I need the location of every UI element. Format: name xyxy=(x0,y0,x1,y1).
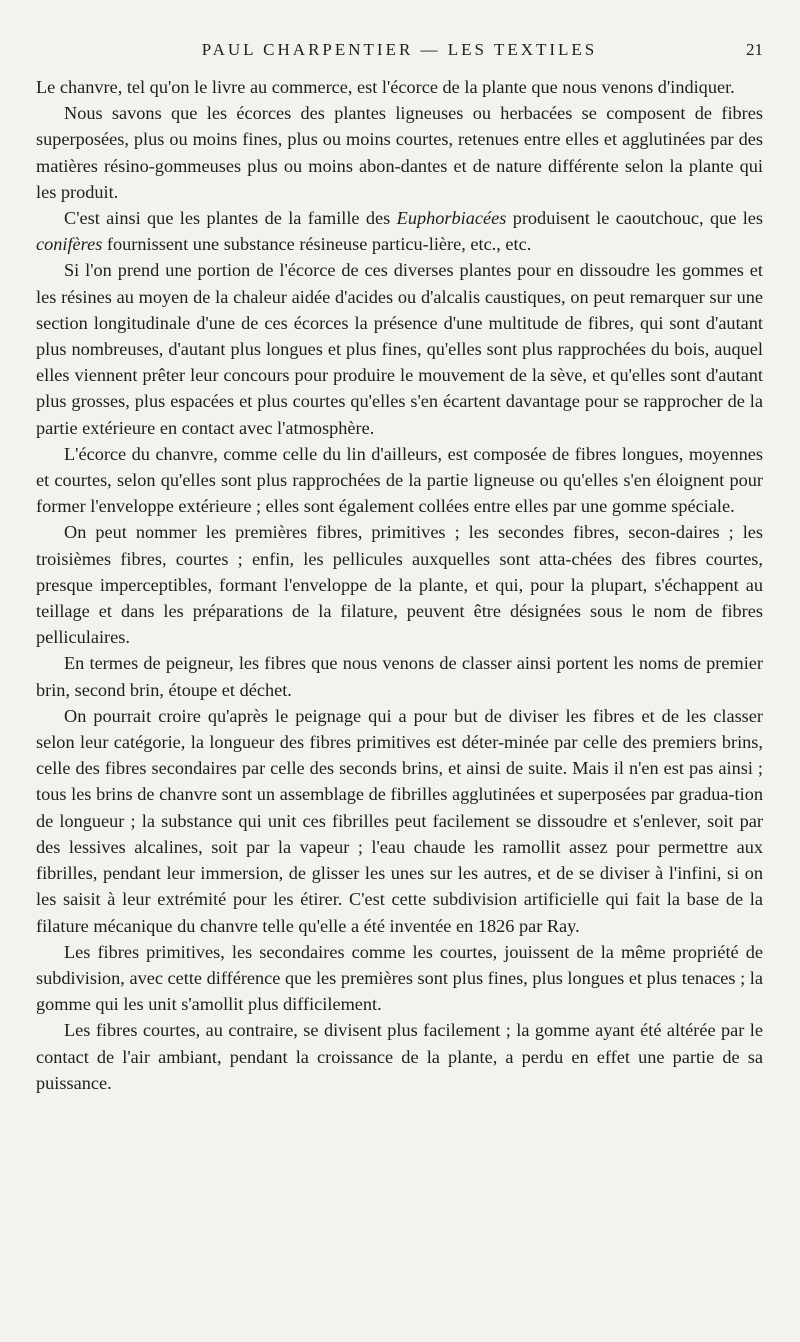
body-text xyxy=(36,74,763,1096)
paragraph-3-part-c: fournissent une substance résineuse particu-lière, etc., etc. xyxy=(102,234,532,255)
paragraph-5: L'écorce du chanvre, comme celle du lin d'ailleurs, est composée de fibres longues, moyennes et courtes, selon qu'elles sont plus rapprochées de la partie ligneuse ou qu'elles s'en éloignent pour former l'enveloppe extérieure ; elles sont également collées entre elles par une gomme spéciale. xyxy=(36,443,763,517)
page-number: 21 xyxy=(746,40,763,59)
running-head-title: PAUL CHARPENTIER — LES TEXTILES xyxy=(201,40,598,59)
paragraph-4: Si l'on prend une portion de l'écorce de ces diverses plantes pour en dissoudre les gommes et les résines au moyen de la chaleur aidée d'acides ou d'alcalis caustiques, on peut remarquer sur une section longitudinale d'une de ces écorces la présence d'une multitude de fibres, qui sont d'autant plus nombreuses, d'autant plus longues et plus fines, qu'elles sont plus rapprochées du bois, auquel elles viennent prêter leur concours pour produire le mouvement de la sève, et qu'elles sont d'autant plus grosses, plus espacées et plus courtes qu'elles s'en écartent davantage pour se rapprocher de la partie extérieure en contact avec l'atmosphère. xyxy=(36,260,763,438)
paragraph-9: Les fibres primitives, les secondaires comme les courtes, jouissent de la même propriété de subdivision, avec cette différence que les premières sont plus fines, plus longues et plus tenaces ; la gomme qui les unit s'amollit plus difficilement. xyxy=(36,941,763,1015)
paragraph-7: En termes de peigneur, les fibres que nous venons de classer ainsi portent les noms de premier brin, second brin, étoupe et déchet. xyxy=(36,653,763,700)
paragraph-10: Les fibres courtes, au contraire, se divisent plus facilement ; la gomme ayant été altérée par le contact de l'air ambiant, pendant la croissance de la plante, a perdu en effet une partie de sa puissance. xyxy=(36,1020,763,1093)
paragraph-8: On pourrait croire qu'après le peignage qui a pour but de diviser les fibres et de les classer selon leur catégorie, la longueur des fibres primitives est déter-minée par celle des premiers brins, celle des fibres secondaires par celle des seconds brins, et ainsi de suite. Mais il n'en est pas ainsi ; tous les brins de chanvre sont un assemblage de fibrilles agglutinées et superposées par gradua-tion de longueur ; la substance qui unit ces fibrilles peut facilement se dissoudre et s'enlever, soit par des lessives alcalines, soit par la vapeur ; l'eau chaude les ramollit assez pour permettre aux fibrilles, pendant leur immersion, de glisser les unes sur les autres, et de se diviser à l'infini, si on les saisit à leur extrémité pour les étirer. C'est cette subdivision artificielle qui fait la base de la filature mécanique du chanvre telle qu'elle a été inventée en 1826 par Ray. xyxy=(36,705,763,936)
paragraph-3 xyxy=(36,205,763,257)
paragraph-3-part-b: produisent le caoutchouc, que les xyxy=(506,208,764,229)
paragraph-3-part-a: C'est ainsi que les plantes de la famille des xyxy=(64,208,397,229)
paragraph-6: On peut nommer les premières fibres, primitives ; les secondes fibres, secon-daires ; les troisièmes fibres, courtes ; enfin, les pellicules auxquelles sont atta-chées des fibres courtes, presque imperceptibles, formant l'enveloppe de la plante, et qui, pour la plupart, s'échappent au teillage et dans les préparations de la filature, peuvent être désignées sous le nom de fibres pelliculaires. xyxy=(36,522,763,648)
running-head xyxy=(36,40,763,64)
paragraph-2: Nous savons que les écorces des plantes ligneuses ou herbacées se composent de fibres superposées, plus ou moins fines, plus ou moins courtes, retenues entre elles et agglutinées par des matières résino-gommeuses plus ou moins abon-dantes et de nature différente selon la plante qui les produit. xyxy=(36,103,763,202)
italic-term-coniferes: conifères xyxy=(36,234,103,255)
italic-term-euphorbiacees: Euphorbiacées xyxy=(396,208,507,229)
paragraph-1: Le chanvre, tel qu'on le livre au commerce, est l'écorce de la plante que nous venons d'indiquer. xyxy=(36,77,735,97)
